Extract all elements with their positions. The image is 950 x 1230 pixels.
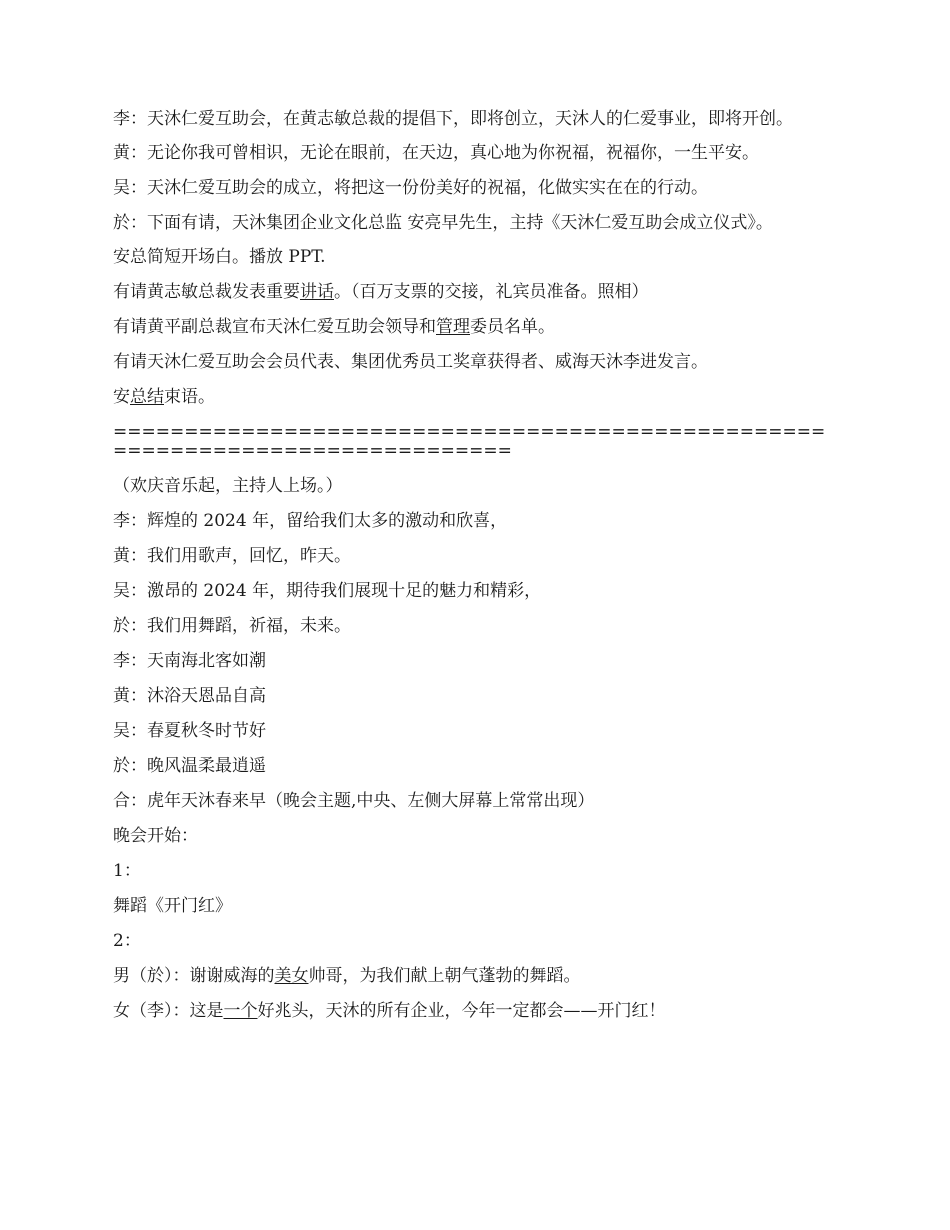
management-link[interactable]: 管理 [436,317,470,337]
gala-line: 於：我们用舞蹈，祈福，未来。 [113,616,351,636]
female-host-text-after: 好兆头，天沐的所有企业，今年一定都会——开门红！ [257,1001,666,1021]
speech-text-after: 。（百万支票的交接，礼宾员准备。照相） [334,282,649,302]
member-speech: 有请天沐仁爱互助会会员代表、集团优秀员工奖章获得者、威海天沐李进发言。 [113,352,708,372]
gala-start-heading: 晚会开始： [113,826,198,846]
gala-line-male-host [113,967,838,986]
intro-line-wu: 吴：天沐仁爱互助会的成立，将把这一份份美好的祝福，化做实实在在的行动。 [113,178,708,198]
beauty-link[interactable]: 美女 [274,966,309,986]
male-host-text-before: 男（於）：谢谢威海的 [113,966,275,986]
program-number: 1： [113,861,141,881]
gala-line: 黄：沐浴天恩品自高 [113,686,266,706]
committee-text-before: 有请黄平副总裁宣布天沐仁爱互助会领导和 [113,317,436,337]
summary-link[interactable]: 总结 [130,387,164,407]
male-host-text-after: 帅哥，为我们献上朝气蓬勃的舞蹈。 [308,966,581,986]
committee-text-after: 委员名单。 [470,317,555,337]
gala-line: 李：天南海北客如潮 [113,651,266,671]
intro-line-yu: 於：下面有请，天沐集团企业文化总监 安亮早先生，主持《天沐仁爱互助会成立仪式》。 [113,213,773,233]
document-page [113,110,838,1037]
one-link[interactable]: 一个 [223,1001,258,1021]
closing-text-after: 束语。 [164,387,215,407]
committee-announcement [113,318,838,337]
gala-line-female-host [113,1002,838,1021]
speech-text-before: 有请黄志敏总裁发表重要 [113,282,300,302]
program-number: 2： [113,931,141,951]
gala-line: 於：晚风温柔最逍遥 [113,756,266,776]
closing-text-before: 安 [113,387,130,407]
intro-line-li: 李：天沐仁爱互助会，在黄志敏总裁的提倡下，即将创立，天沐人的仁爱事业，即将开创。 [113,109,793,129]
speech-invitation [113,283,838,302]
opening-remarks: 安总简短开场白。播放 PPT. [113,247,326,267]
gala-line: 吴：春夏秋冬时节好 [113,721,266,741]
gala-theme-line: 合：虎年天沐春来早（晚会主题,中央、左侧大屏幕上常常出现） [113,791,595,811]
section-divider: ============================================================================== [113,422,826,461]
gala-line: 李：辉煌的 2024 年，留给我们太多的激动和欣喜， [113,511,508,531]
speech-link[interactable]: 讲话 [300,282,334,302]
program-title: 舞蹈《开门红》 [113,896,232,916]
gala-stage-direction: （欢庆音乐起，主持人上场。） [113,476,343,496]
female-host-text-before: 女（李）：这是 [113,1001,224,1021]
gala-line: 吴：激昂的 2024 年，期待我们展现十足的魅力和精彩， [113,581,542,601]
intro-line-huang: 黄：无论你我可曾相识，无论在眼前，在天边，真心地为你祝福，祝福你，一生平安。 [113,143,759,163]
gala-line: 黄：我们用歌声，回忆，昨天。 [113,546,351,566]
closing-remarks [113,388,838,407]
